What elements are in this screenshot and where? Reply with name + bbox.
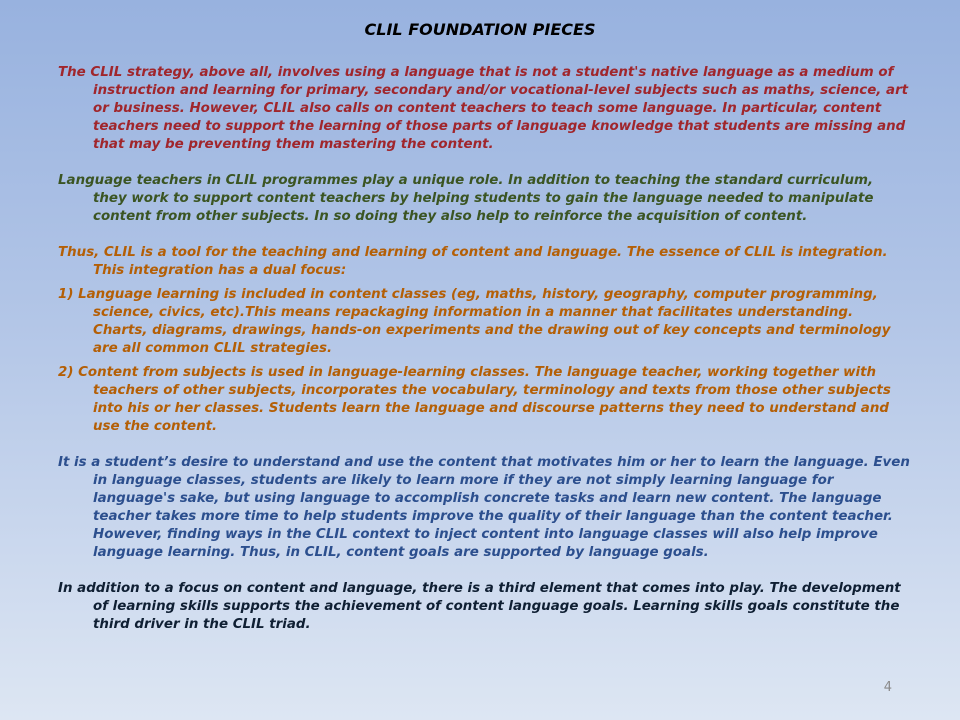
paragraph-focus-1: 1) Language learning is included in content classes (eg, maths, history, geography, computer programming, science, civics, etc).This means repackaging information in a manner that facilitates understanding. Charts, diagrams, drawings, hands-on experiments and the drawing out of key concepts and terminology are all common CLIL strategies. xyxy=(58,287,891,356)
page-number: 4 xyxy=(883,680,892,695)
paragraph-dual-focus: Thus, CLIL is a tool for the teaching and learning of content and language. The essence of CLIL is integration. This integration has a dual focus: xyxy=(58,245,888,278)
slide-title: CLIL FOUNDATION PIECES xyxy=(364,20,596,39)
paragraph-language-teachers: Language teachers in CLIL programmes play a unique role. In addition to teaching the standard curriculum, they work to support content teachers by helping students to gain the language needed to manipulate content from other subjects. In so doing they also help to reinforce the acquisition of content. xyxy=(58,173,874,224)
paragraph-student-desire: It is a student’s desire to understand and use the content that motivates him or her to learn the language. Even in language classes, students are likely to learn more if they are not simply learning language for language's sake, but using language to accomplish concrete tasks and learn new content. The language teacher takes more time to help students improve the quality of their language than the content teacher. However, finding ways in the CLIL context to inject content into language classes will also help improve language learning. Thus, in CLIL, content goals are supported by language goals. xyxy=(58,455,910,560)
body-text xyxy=(58,64,910,634)
paragraph-focus-2: 2) Content from subjects is used in language-learning classes. The language teacher, working together with teachers of other subjects, incorporates the vocabulary, terminology and texts from those other subjects into his or her classes. Students learn the language and discourse patterns they need to understand and use the content. xyxy=(58,365,891,434)
paragraph-clil-strategy: The CLIL strategy, above all, involves using a language that is not a student's native language as a medium of instruction and learning for primary, secondary and/or vocational-level subjects such as maths, science, art or business. However, CLIL also calls on content teachers to teach some language. In particular, content teachers need to support the learning of those parts of language knowledge that students are missing and that may be preventing them mastering the content. xyxy=(58,65,909,152)
paragraph-third-element: In addition to a focus on content and language, there is a third element that comes into play. The development of learning skills supports the achievement of content language goals. Learning skills goals constitute the third driver in the CLIL triad. xyxy=(58,581,901,632)
